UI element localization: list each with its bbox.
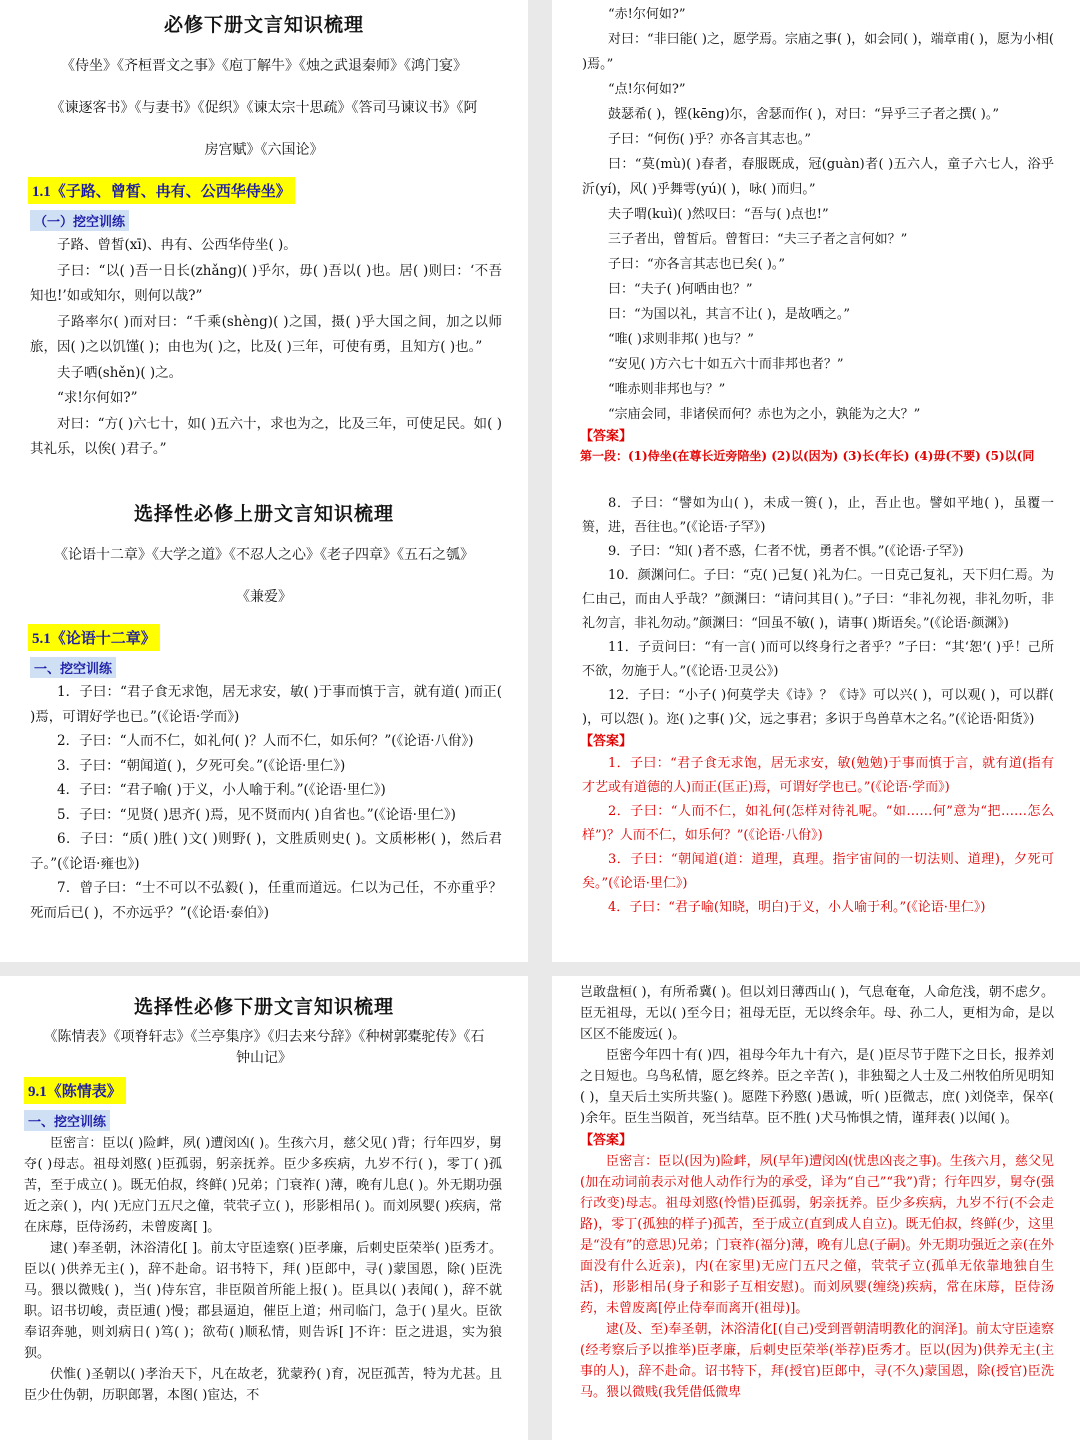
text-line: 7．曾子曰：“士不可以不弘毅( )，任重而道远。仁以为己任，不亦重乎？死而后已( )，不亦远乎？”(《论语·泰伯》) — [30, 880, 502, 921]
text-line: 5．子曰：“见贤( )思齐( )焉，见不贤而内( )自省也。”(《论语·里仁》) — [57, 806, 456, 823]
text-line: 曰：“为国以礼，其言不让( )，是故哂之。” — [608, 307, 851, 322]
subsection-heading: 一、挖空训练 — [24, 1110, 110, 1131]
text-line: 子曰：“何伤( )乎？亦各言其志也。” — [608, 132, 812, 147]
toc-line: 《兼爱》 — [236, 589, 292, 605]
page-title: 选择性必修下册文言知识梳理 — [133, 996, 394, 1018]
text-line: 曰：“莫(mù)( )春者，春服既成，冠(guàn)者( )五六人，童子六七人，浴乎沂(yí)，风( )乎舞雩(yú)( )，咏( )而归。” — [582, 157, 1054, 197]
text-line: 逮( )奉圣朝，沐浴清化[ ]。前太守臣逵察( )臣孝廉，后刺史臣荣举( )臣秀才。臣以( )供养无主( )，辞不赴命。诏书特下，拜( )臣郎中，寻( )蒙国恩，除( )臣洗马。猥以微贱( )，当( )侍东宫，非臣陨首所能上报( )。臣具以( )表闻( )，辞不就职。诏书切峻，责臣逋( )慢；郡县逼迫，催臣上道；州司临门，急于( )星火。臣欲奉诏奔驰，则刘病日( )笃( )；欲苟( )顺私情，则告诉[ ]不许：臣之进退，实为狼狈。 — [24, 1241, 502, 1361]
text-line: 伏惟( )圣朝以( )孝治天下，凡在故老，犹蒙矜( )育，况臣孤苦，特为尤甚。且臣少仕伪朝，历职郎署，本图( )宦达，不 — [24, 1367, 502, 1403]
toc-line: 《陈情表》《项脊轩志》《兰亭集序》《归去来兮辞》《种树郭橐驼传》《石 — [43, 1029, 485, 1045]
text-line: 4．子曰：“君子喻( )于义，小人喻于利。”(《论语·里仁》) — [57, 782, 386, 798]
page-panel-5 — [0, 978, 528, 1440]
subsection-heading: （一）挖空训练 — [30, 210, 129, 231]
exercise-text — [552, 978, 1080, 1129]
page-panel-4 — [552, 492, 1080, 960]
subsection-heading: 一、挖空训练 — [30, 657, 116, 678]
text-line: 10．颜渊问仁。子曰：“克( )己复( )礼为仁。一日克己复礼，天下归仁焉。为仁由己，而由人乎哉？”颜渊曰：“请问其目( )。”子曰：“非礼勿视，非礼勿听，非礼勿言，非礼勿动。”颜渊曰：“回虽不敏( )，请事( )斯语矣。”(《论语·颜渊》) — [582, 568, 1054, 631]
page-title: 必修下册文言知识梳理 — [163, 14, 364, 36]
text-line: 对曰：“非曰能( )之，愿学焉。宗庙之事( )，如会同( )，端章甫( )，愿为小相( )焉。” — [582, 32, 1054, 72]
toc-line: 《侍坐》《齐桓晋文之事》《庖丁解牛》《烛之武退秦师》《鸿门宴》 — [61, 58, 467, 74]
text-line: 三子者出，曾皙后。曾皙曰：“夫三子者之言何如？” — [608, 232, 908, 247]
toc-line: 《谏逐客书》《与妻书》《促织》《谏太宗十思疏》《答司马谏议书》《阿 — [50, 100, 478, 116]
text-line: 夫子喟(kuì)( )然叹曰：“吾与( )点也!” — [608, 207, 829, 222]
text-line: “求!尔何如?” — [57, 390, 138, 406]
text-line: “唯赤则非邦也与？” — [608, 382, 726, 397]
page-panel-3 — [0, 485, 528, 960]
answer-heading: 【答案】 — [580, 429, 633, 444]
page-title: 选择性必修上册文言知识梳理 — [133, 503, 394, 525]
exercise-text — [552, 492, 1080, 732]
section-heading: 1.1《子路、曾皙、冉有、公西华侍坐》 — [28, 177, 295, 204]
exercise-text — [552, 0, 1080, 427]
text-line: 夫子哂(shěn)( )之。 — [57, 364, 183, 381]
answer-line: 3．子曰：“朝闻道(道：道理，真理。指宇宙间的一切法则、道理)，夕死可矣。”(《论语·里仁》) — [582, 852, 1054, 891]
answer-line: 2．子曰：“人而不仁，如礼何(怎样对待礼呢。“如……何”意为“把……怎么样”)？人而不仁，如乐何？”(《论语·八佾》) — [582, 804, 1054, 843]
exercise-text — [0, 1133, 528, 1406]
text-line: 子曰：“以( )吾一日长(zhǎng)( )乎尔，毋( )吾以( )也。居( )则曰：‘不吾知也!’如或知尔，则何以哉?” — [30, 262, 502, 304]
answer-line: 臣密言：臣以(因为)险衅，夙(早年)遭闵凶(忧患凶丧之事)。生孩六月，慈父见(加在动词前表示对他人动作行为的承受，译为“自己”“我”)背；行年四岁，舅夺(强行改变)母志。祖母刘愍(怜惜)臣孤弱，躬亲抚养。臣少多疾病，九岁不行(不会走路)，零丁(孤独的样子)孤苦，至于成立(直到成人自立)。既无伯叔，终鲜(少，这里是“没有”的意思)兄弟；门衰祚(福分)薄，晚有儿息(子嗣)。外无期功强近之亲(在外面没有什么近亲)，内(在家里)无应门五尺之僮，茕茕孑立(孤单无依靠地独自生活)，形影相吊(身子和影子互相安慰)。而刘夙婴(缠绕)疾病，常在床蓐，臣侍汤药，未曾废离[停止侍奉而离开(祖母)]。 — [580, 1154, 1054, 1316]
text-line: 鼓瑟希( )，铿(kēng)尔，舍瑟而作( )，对曰：“异乎三子者之撰( )。” — [608, 107, 1000, 122]
text-line: 子路、曾皙(xī)、冉有、公西华侍坐( )。 — [57, 237, 297, 253]
exercise-text — [0, 233, 528, 463]
text-line: 岂敢盘桓( )，有所希冀( )。但以刘日薄西山( )，气息奄奄，人命危浅，朝不虑夕。臣无祖母，无以( )至今日；祖母无臣，无以终余年。母、孙二人，更相为命，是以区区不能废远( )。 — [580, 985, 1055, 1042]
table-of-contents — [0, 45, 528, 171]
text-line: 11．子贡问曰：“有一言( )而可以终身行之者乎？”子曰：“其‘恕’( )乎！己所不欲，勿施于人。”(《论语·卫灵公》) — [582, 640, 1054, 679]
text-line: 9．子曰：“知( )者不惑，仁者不忧，勇者不惧。”(《论语·子罕》) — [608, 544, 964, 559]
answer-text — [552, 1151, 1080, 1403]
answer-line: 4．子曰：“君子喻(知晓，明白)于义，小人喻于利。”(《论语·里仁》) — [608, 900, 986, 915]
panel-gap-vertical — [528, 0, 552, 1440]
answer-heading: 【答案】 — [580, 1133, 633, 1148]
text-line: 8．子曰：“譬如为山( )，未成一篑( )，止，吾止也。譬如平地( )，虽覆一篑，进，吾往也。”(《论语·子罕》) — [582, 496, 1054, 535]
panel-gap-horizontal — [0, 962, 1080, 976]
text-line: 1．子曰：“君子食无求饱，居无求安，敏( )于事而慎于言，就有道( )而正( )焉，可谓好学也已。”(《论语·学而》) — [30, 684, 502, 725]
text-line: 对曰：“方( )六七十，如( )五六十，求也为之，比及三年，可使足民。如( )其礼乐，以俟( )君子。” — [30, 415, 502, 457]
page-panel-6 — [552, 978, 1080, 1440]
answer-line: 1．子曰：“君子食无求饱，居无求安，敏(勉勉)于事而慎于言，就有道(指有才艺或有道德的人)而正(匡正)焉，可谓好学也已。”(《论语·学而》) — [582, 756, 1054, 795]
text-line: 2．子曰：“人而不仁，如礼何( )？人而不仁，如乐何？”(《论语·八佾》) — [57, 733, 474, 749]
table-of-contents — [0, 1027, 528, 1069]
text-line: “赤!尔何如?” — [608, 7, 686, 22]
answer-line: 第一段：(1)侍坐(在尊长近旁陪坐) (2)以(因为) (3)长(年长) (4)毋(不要) (5)以(同 — [580, 449, 1035, 463]
text-line: 子路率尔( )而对曰：“千乘(shèng)( )之国，摄( )乎大国之间，加之以师旅，因( )之以饥馑( )；由也为( )之，比及( )三年，可使有勇，且知方( )也。” — [30, 313, 502, 355]
answer-heading: 【答案】 — [580, 734, 633, 749]
text-line: “宗庙会同，非诸侯而何？赤也为之小，孰能为之大？” — [608, 407, 921, 422]
page-panel-1 — [0, 0, 528, 485]
text-line: 臣密今年四十有( )四，祖母今年九十有六，是( )臣尽节于陛下之日长，报养刘之日短也。乌鸟私情，愿乞终养。臣之辛苦( )，非独蜀之人士及二州牧伯所见明知( )，皇天后土实所共鉴( )。愿陛下矜愍( )愚诚，听( )臣微志，庶( )刘侥幸，保卒( )余年。臣生当陨首，死当结草。臣不胜( )犬马怖惧之情，谨拜表( )以闻( )。 — [580, 1048, 1054, 1126]
table-of-contents — [0, 534, 528, 618]
answer-text — [552, 752, 1080, 920]
text-line: 臣密言：臣以( )险衅，夙( )遭闵凶( )。生孩六月，慈父见( )背；行年四岁，舅夺( )母志。祖母刘愍( )臣孤弱，躬亲抚养。臣少多疾病，九岁不行( )，零丁( )孤苦，至于成立( )。既无伯叔，终鲜( )兄弟；门衰祚( )薄，晚有儿息( )。外无期功强近之亲( )，内( )无应门五尺之僮，茕茕孑立( )，形影相吊( )。而刘夙婴( )疾病，常在床蓐，臣侍汤药，未曾废离[ ]。 — [24, 1136, 502, 1235]
text-line: 子曰：“亦各言其志也已矣( )。” — [608, 257, 786, 272]
text-line: 3．子曰：“朝闻道( )，夕死可矣。”(《论语·里仁》) — [57, 757, 346, 774]
text-line: 曰：“夫子( )何哂由也？” — [608, 282, 753, 297]
toc-line: 钟山记》 — [236, 1050, 292, 1066]
text-line: “安见( )方六七十如五六十而非邦也者？” — [608, 357, 844, 372]
section-heading: 9.1《陈情表》 — [24, 1077, 126, 1104]
text-line: “唯( )求则非邦( )也与？” — [608, 332, 754, 347]
page-panel-2 — [552, 0, 1080, 485]
text-line: “点!尔何如?” — [608, 82, 686, 97]
section-heading: 5.1《论语十二章》 — [28, 624, 160, 651]
answer-line: 逮(及、至)奉圣朝，沐浴清化[(自己)受到晋朝清明教化的润泽]。前太守臣逵察(经考察后予以推举)臣孝廉，后刺史臣荣举(举荐)臣秀才。臣以(因为)供养无主(主事的人)，辞不赴命。诏书特下，拜(授官)臣郎中，寻(不久)蒙国恩，除(授官)臣洗马。猥以微贱(我凭借低微卑 — [580, 1322, 1054, 1400]
toc-line: 房宫赋》《六国论》 — [204, 142, 324, 158]
text-line: 12．子曰：“小子( )何莫学夫《诗》？《诗》可以兴( )，可以观( )，可以群( )，可以怨( )。迩( )之事( )父，远之事君；多识于鸟兽草木之名。”(《论语·阳货》) — [582, 688, 1054, 727]
toc-line: 《论语十二章》《大学之道》《不忍人之心》《老子四章》《五石之瓠》 — [54, 547, 474, 563]
text-line: 6．子曰：“质( )胜( )文( )则野( )，文胜质则史( )。文质彬彬( )，然后君子。”(《论语·雍也》) — [30, 831, 502, 872]
exercise-text — [0, 680, 528, 925]
